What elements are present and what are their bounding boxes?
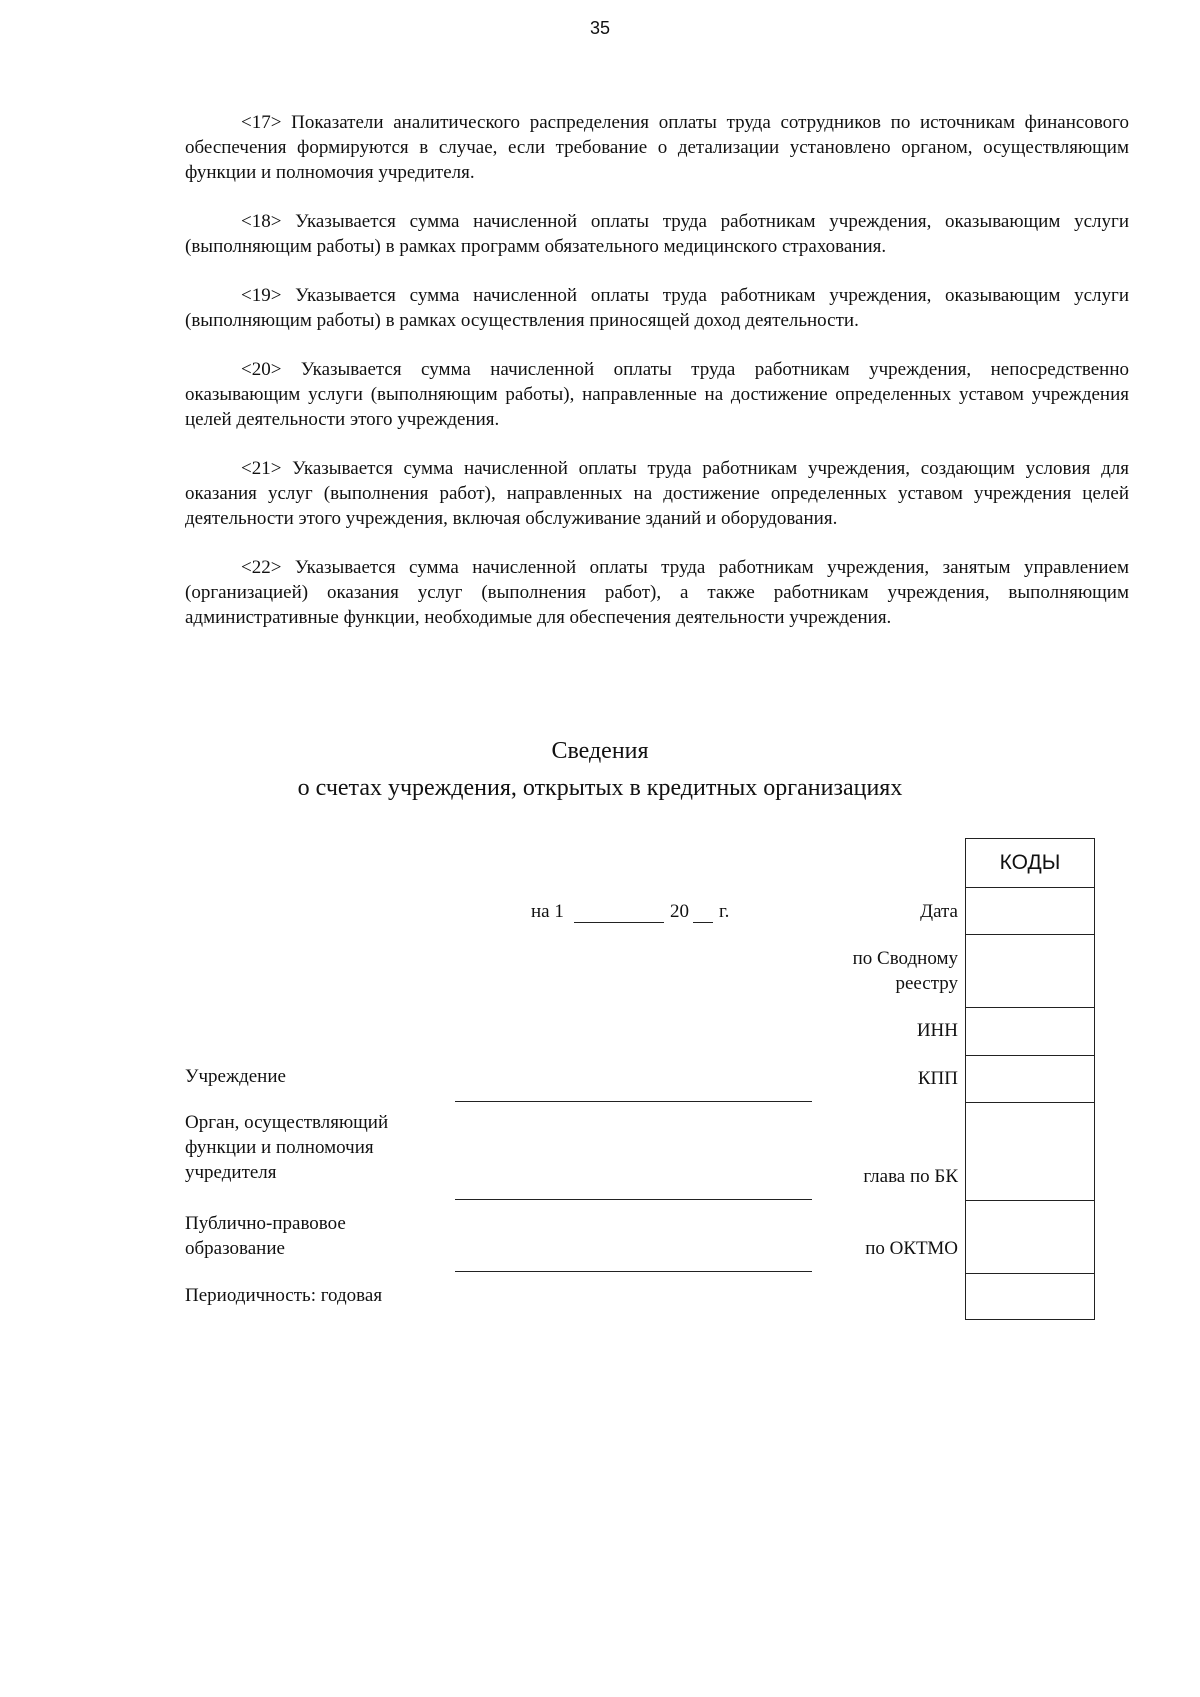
footnote-22: <22> Указывается сумма начисленной оплаты труда работникам учреждения, занятым управлением (организацией) оказания услуг (выполнения работ), а также работникам учреждения, выполняющим административные функции, необходимые для обеспечения деятельности учреждения. xyxy=(185,557,1129,628)
date-year-blank[interactable] xyxy=(693,922,713,923)
label-oktmo: по ОКТМО xyxy=(865,1238,958,1259)
code-registry-cell[interactable] xyxy=(966,934,1094,1007)
date-month-blank[interactable] xyxy=(574,922,664,923)
label-registry: по Сводному реестру xyxy=(852,948,958,994)
label-periodicity: Периодичность: годовая xyxy=(185,1285,383,1306)
form-title: Сведения xyxy=(551,738,649,764)
public-entity-field[interactable] xyxy=(455,1271,812,1272)
date-year-prefix: 20 xyxy=(670,901,689,922)
label-institution: Учреждение xyxy=(185,1066,286,1087)
label-inn: ИНН xyxy=(916,1020,958,1041)
footnote-18: <18> Указывается сумма начисленной оплаты труда работникам учреждения, оказывающим услуги (выполняющим работы) в рамках программ обязательного медицинского страхования. xyxy=(185,211,1129,257)
label-kpp: КПП xyxy=(917,1068,958,1089)
label-public-entity: Публично-правовое образование xyxy=(185,1213,346,1259)
page-number: 35 xyxy=(589,18,611,38)
footnote-17: <17> Показатели аналитического распределения оплаты труда сотрудников по источникам финансового обеспечения формируются в случае, если требование о детализации установлено органом, осуществляющим функции и полномочия учредителя. xyxy=(185,112,1129,183)
form-subtitle: о счетах учреждения, открытых в кредитных организациях xyxy=(297,775,903,801)
footnote-19: <19> Указывается сумма начисленной оплаты труда работникам учреждения, оказывающим услуги (выполняющим работы) в рамках осуществления приносящей доход деятельности. xyxy=(185,285,1129,331)
code-date-cell[interactable] xyxy=(966,887,1094,934)
code-periodicity-cell[interactable] xyxy=(966,1273,1094,1319)
date-line-suffix: г. xyxy=(719,901,730,922)
founder-body-field[interactable] xyxy=(455,1199,812,1200)
code-inn-cell[interactable] xyxy=(966,1007,1094,1055)
label-date: Дата xyxy=(920,901,958,922)
date-line-prefix: на 1 xyxy=(531,901,564,922)
code-kpp-cell[interactable] xyxy=(966,1055,1094,1102)
institution-field[interactable] xyxy=(455,1101,812,1102)
footnote-20: <20> Указывается сумма начисленной оплаты труда работникам учреждения, непосредственно оказывающим услуги (выполняющим работы), направленные на достижение определенных уставом учреждения целей деятельности этого учреждения. xyxy=(185,359,1129,430)
codes-table xyxy=(965,838,1095,1320)
code-oktmo-cell[interactable] xyxy=(966,1200,1094,1273)
codes-header: КОДЫ xyxy=(999,851,1061,874)
footnotes xyxy=(185,110,1129,654)
label-founder-body: Орган, осуществляющий функции и полномочия учредителя xyxy=(185,1112,389,1183)
footnote-21: <21> Указывается сумма начисленной оплаты труда работникам учреждения, создающим условия для оказания услуг (выполнения работ), направленных на достижение определенных уставом учреждения целей деятельности этого учреждения, включая обслуживание зданий и оборудования. xyxy=(185,458,1129,529)
label-bk-chapter: глава по БК xyxy=(863,1166,958,1187)
code-bk-chapter-cell[interactable] xyxy=(966,1102,1094,1200)
